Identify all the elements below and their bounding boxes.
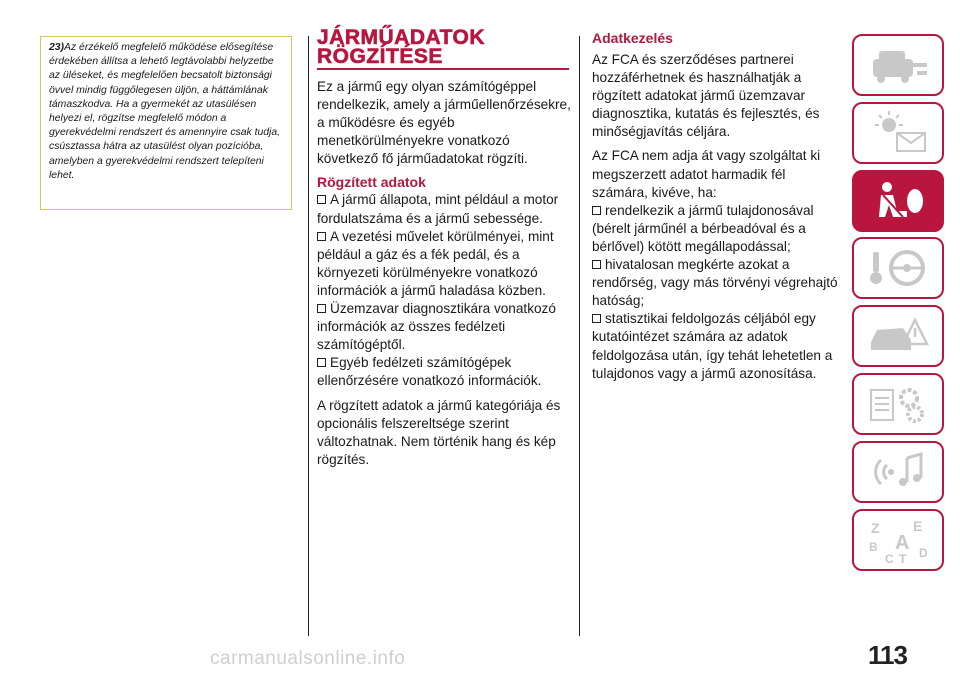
note-text: Az érzékelő megfelelő működése elősegítése érdekében állítsa a lehető legtávolabbi helyzetbe az üléseket, és megfelelően becsatolt biztonsági övvel mindig függőlegesen üljön, a háttámlának támaszkodva. Ha a gyermekét az utasülésen helyezi el, rögzítse megfelelő módon a gyerekvédelmi rendszert és amennyire csak tudja, csúsztassa hátra az utasülést olyan pozícióba, amelyben a gyerekvédelmi rendszert telepíteni lehet. bbox=[49, 42, 281, 181]
column-divider-1 bbox=[308, 36, 309, 636]
checkbox-bullet-icon bbox=[592, 206, 601, 215]
checkbox-bullet-icon bbox=[317, 232, 326, 241]
checkbox-bullet-icon bbox=[317, 195, 326, 204]
checkbox-bullet-icon bbox=[592, 260, 601, 269]
car-dashboard-icon bbox=[863, 43, 933, 87]
index-letter: B bbox=[869, 539, 878, 554]
bullet-item: hivatalosan megkérte azokat a rendőrség, vagy más törvényi végrehajtó hatóság; bbox=[592, 257, 838, 309]
warning-lights-icon bbox=[863, 109, 933, 157]
tab-starting-driving[interactable] bbox=[852, 237, 944, 299]
index-letter: Z bbox=[871, 519, 880, 536]
data-handling-heading: Adatkezelés bbox=[592, 30, 673, 46]
index-letter: E bbox=[913, 517, 923, 534]
tab-dashboard[interactable] bbox=[852, 34, 944, 96]
alphabetical-index-icon bbox=[863, 515, 933, 565]
section-title bbox=[317, 28, 571, 66]
tab-index[interactable] bbox=[852, 509, 944, 571]
tab-emergency[interactable] bbox=[852, 305, 944, 367]
bullet-item: Üzemzavar diagnosztikára vonatkozó információk az összes fedélzeti számítógéptől. bbox=[317, 301, 556, 353]
checkbox-bullet-icon bbox=[592, 314, 601, 323]
data-handling-section bbox=[592, 28, 840, 383]
warning-note-box bbox=[40, 36, 292, 210]
tab-warning-lights[interactable] bbox=[852, 102, 944, 164]
note-number: 23) bbox=[49, 42, 65, 53]
closing-paragraph: A rögzített adatok a jármű kategóriája és opcionális felszereltsége szerint változhatnak. Nem történik hang és kép rögzítés. bbox=[317, 397, 561, 467]
checkbox-bullet-icon bbox=[317, 358, 326, 367]
bullet-item: statisztikai feldolgozás céljából egy kutatóintézet számára az adatok feldolgozása után, így tehát lehetetlen a tulajdonos vagy a jármű azonosítása. bbox=[592, 311, 833, 381]
tab-multimedia[interactable] bbox=[852, 441, 944, 503]
page-number: 113 bbox=[868, 640, 907, 670]
checkbox-bullet-icon bbox=[317, 304, 326, 313]
section-title-line2: RÖGZÍTÉSE bbox=[317, 45, 443, 68]
vehicle-data-section bbox=[317, 28, 571, 475]
bullet-item: A vezetési művelet körülményei, mint például a gáz és a fék pedál, és a környezeti körülményekre vonatkozó információk a jármű haladása közben. bbox=[317, 228, 554, 298]
section-title-line1: JÁRMŰADATOK bbox=[317, 26, 486, 49]
watermark-text: carmanualsonline.info bbox=[210, 648, 406, 669]
tab-safety[interactable] bbox=[852, 170, 944, 232]
bullet-item: A jármű állapota, mint például a motor fordulatszáma és a jármű sebessége. bbox=[317, 192, 559, 226]
tab-maintenance[interactable] bbox=[852, 373, 944, 435]
index-letter: D bbox=[919, 545, 928, 560]
safety-airbag-icon bbox=[863, 177, 933, 225]
title-underline bbox=[317, 68, 569, 70]
chapter-tabs bbox=[852, 34, 946, 576]
bullet-item: Egyéb fedélzeti számítógépek ellenőrzésére vonatkozó információk. bbox=[317, 355, 542, 389]
data-handling-para2: Az FCA nem adja át vagy szolgáltat ki megszerzett adatot harmadik fél számára, kivéve, ha: bbox=[592, 148, 821, 200]
emergency-car-icon bbox=[863, 312, 933, 360]
recorded-data-heading: Rögzített adatok bbox=[317, 174, 426, 191]
maintenance-gears-icon bbox=[863, 380, 933, 428]
index-letter: A bbox=[895, 531, 910, 554]
steering-key-icon bbox=[863, 244, 933, 292]
multimedia-music-icon bbox=[863, 448, 933, 496]
intro-paragraph: Ez a jármű egy olyan számítógéppel rendelkezik, amely a járműellenőrzésekre, a működésre és egyéb menetkörülményekre vonatkozó következő fő járműadatokat rögzíti. bbox=[317, 79, 571, 167]
index-letter: C bbox=[885, 551, 894, 565]
bullet-item: rendelkezik a jármű tulajdonosával (bérelt járműnél a bérbeadóval és a bérlővel) kötött megállapodással; bbox=[592, 202, 814, 254]
column-divider-2 bbox=[579, 36, 580, 636]
data-handling-para1: Az FCA és szerződéses partnerei hozzáférhetnek és használhatják a rögzített adatokat jármű üzemzavar diagnosztika, kutatás és fejlesztés, és minőségjavítás céljára. bbox=[592, 52, 820, 140]
index-letter: T bbox=[899, 551, 907, 565]
